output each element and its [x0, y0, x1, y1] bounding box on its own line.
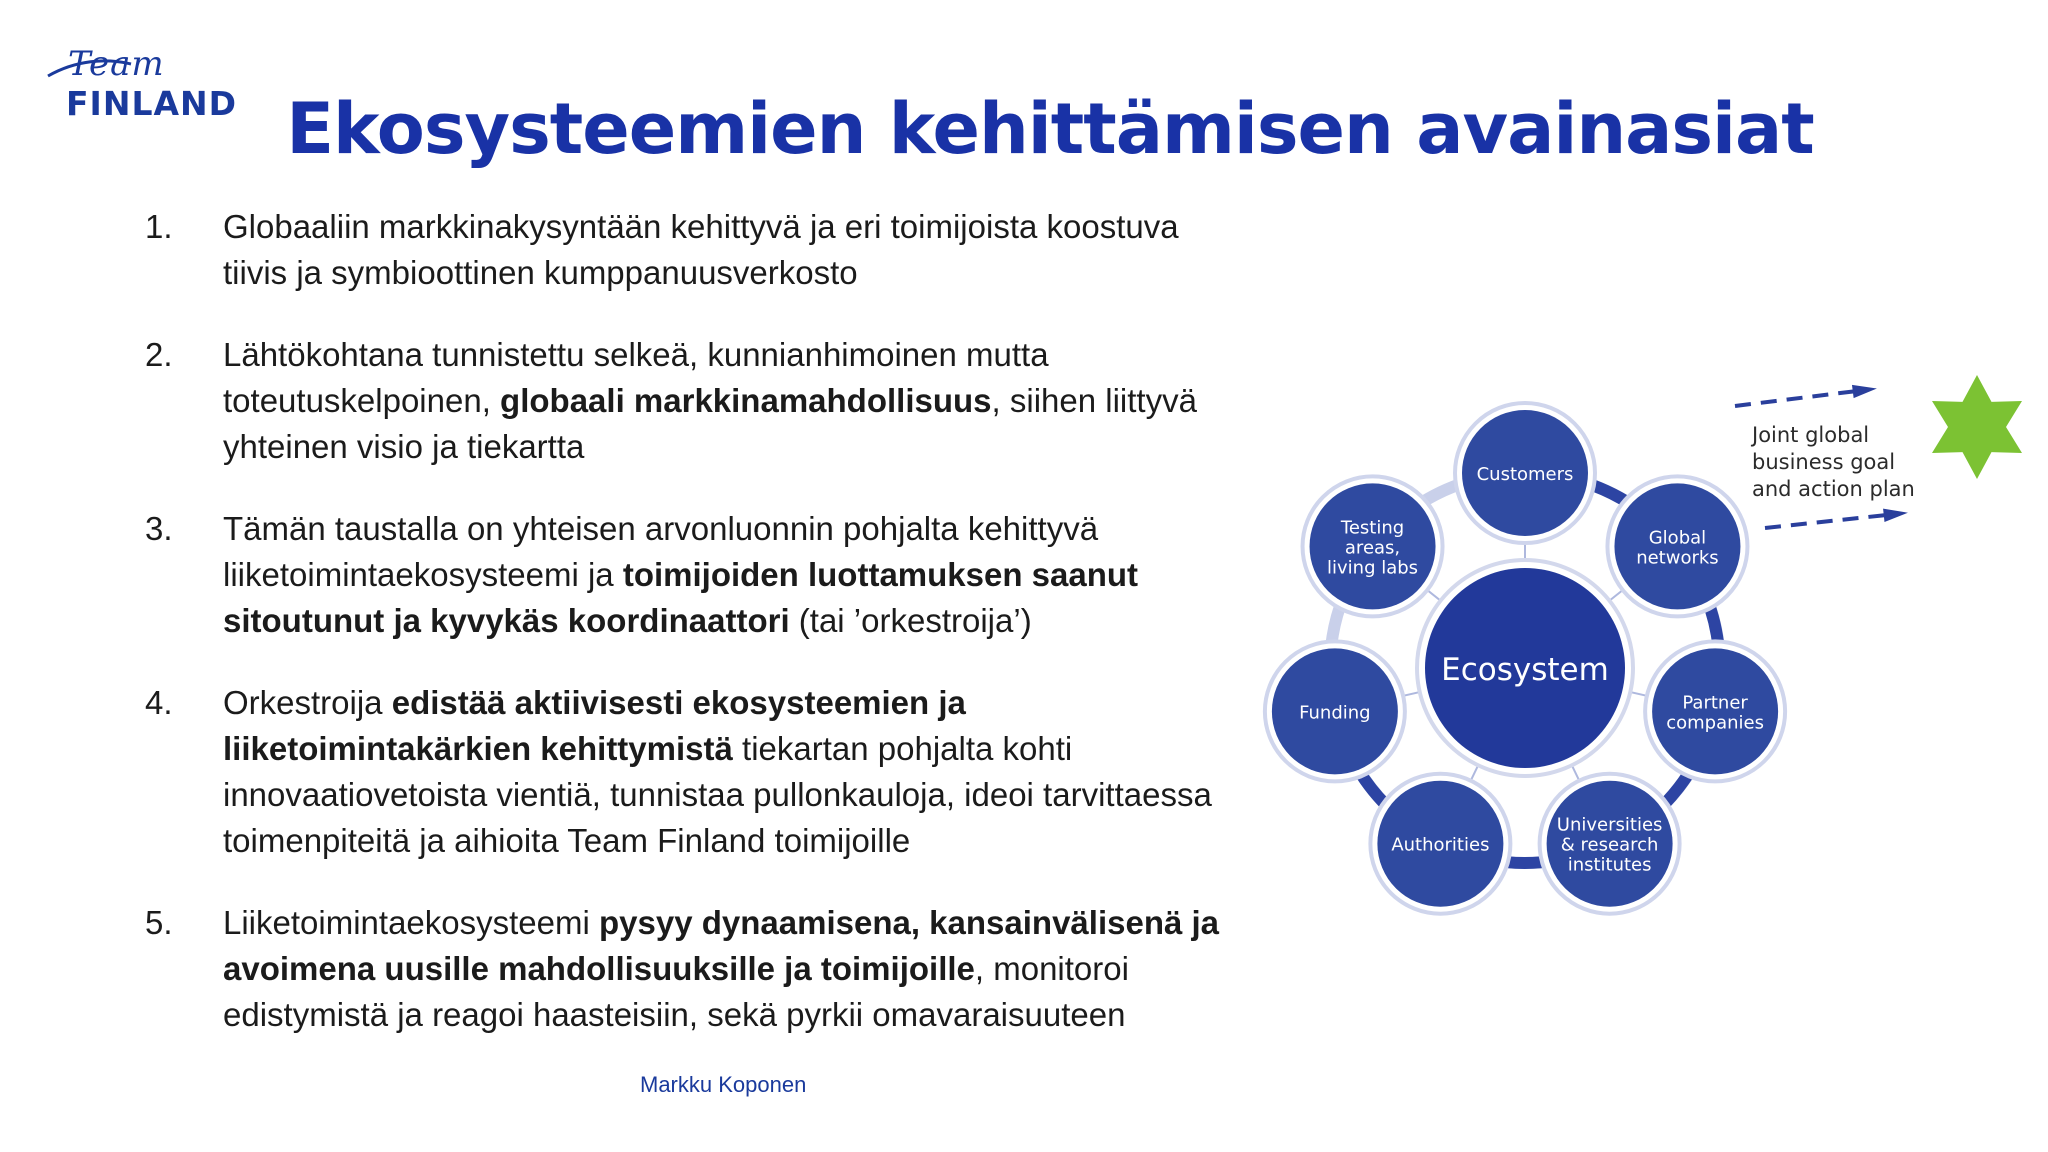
list-item — [145, 332, 1225, 470]
node-label: living labs — [1327, 557, 1419, 579]
list-item-text: Lähtökohtana tunnistettu selkeä, kunnianhimoinen mutta toteutuskelpoinen, — [223, 336, 1049, 419]
list-item-number: 2. — [145, 336, 173, 373]
node-universities — [1540, 774, 1680, 914]
node-testing-areas — [1303, 476, 1443, 616]
center-label: Ecosystem — [1441, 652, 1609, 688]
arrowhead-icon — [1883, 509, 1908, 522]
author-name: Markku Koponen — [640, 1072, 807, 1097]
node-label: Customers — [1476, 464, 1574, 485]
node-label: Partner — [1682, 692, 1748, 714]
node-authorities — [1370, 774, 1510, 914]
list-item-text: Tämän taustalla on yhteisen arvonluonnin pohjalta kehittyvä liiketoimintaekosysteemi ja — [223, 510, 1099, 593]
node-partner-companies — [1645, 641, 1785, 781]
node-label: Funding — [1299, 702, 1371, 724]
list-item-text: (tai ’orkestroija’) — [789, 602, 1032, 639]
upper-dashed-arrow — [1735, 385, 1877, 406]
logo-team-text: Team — [68, 44, 165, 84]
list-item-text: Globaaliin markkinakysyntään kehittyvä ja eri toimijoista koostuva tiivis ja symbioottinen kumppanuusverkosto — [223, 208, 1179, 291]
key-points-list — [145, 204, 1225, 1074]
node-customers — [1455, 403, 1595, 543]
list-item — [145, 680, 1225, 864]
node-label: & research — [1560, 834, 1659, 856]
node-label: Universities — [1556, 814, 1663, 836]
list-item-emphasis: globaali markkinamahdollisuus — [500, 382, 992, 419]
arrow-line — [1765, 514, 1896, 528]
list-item-number: 3. — [145, 510, 173, 547]
list-item-text: , monitoroi edistymistä ja reagoi haasteisiin, sekä pyrkii omavaraisuuteen — [223, 950, 1129, 1033]
arrowhead-icon — [1852, 385, 1877, 398]
list-item-emphasis: pysyy dynaamisena, kansainvälisenä ja avoimena uusille mahdollisuuksille ja toimijoille — [223, 904, 1220, 987]
list-item-text: Liiketoimintaekosysteemi — [223, 904, 599, 941]
node-label: Authorities — [1391, 834, 1490, 856]
node-label: Testing — [1340, 517, 1405, 539]
list-item-emphasis: edistää aktiivisesti ekosysteemien ja liiketoimintakärkien kehittymistä — [223, 684, 966, 767]
list-item-text: tiekartan pohjalta kohti innovaatiovetoista vientiä, tunnistaa pullonkauloja, ideoi tarvittaessa toimenpiteitä ja aihioita Team Finland toimijoille — [223, 730, 1212, 859]
arrow-line — [1735, 390, 1865, 406]
node-label: networks — [1636, 547, 1719, 569]
goal-label: Joint global — [1752, 423, 1870, 447]
node-funding — [1265, 641, 1405, 781]
list-item-emphasis: toimijoiden luottamuksen saanut sitoutunut ja kyvykäs koordinaattori — [223, 556, 1139, 639]
node-global-networks — [1607, 476, 1747, 616]
node-label: companies — [1666, 712, 1764, 734]
goal-label: and action plan — [1752, 477, 1915, 501]
list-item-number: 5. — [145, 904, 173, 941]
logo-finland-text: FINLAND — [66, 84, 238, 123]
green-star-icon — [1932, 375, 2022, 479]
goal-label: business goal — [1752, 450, 1896, 474]
list-item — [145, 506, 1225, 644]
node-label: institutes — [1567, 854, 1652, 876]
lower-dashed-arrow — [1765, 509, 1908, 528]
ecosystem-diagram — [1240, 370, 2040, 930]
list-item-number: 4. — [145, 684, 173, 721]
list-item-text: , siihen liittyvä yhteinen visio ja tiekartta — [223, 382, 1197, 465]
list-item — [145, 204, 1225, 296]
page-title: Ekosysteemien kehittämisen avainasiat — [286, 88, 1814, 170]
list-item — [145, 900, 1225, 1038]
list-item-number: 1. — [145, 208, 173, 245]
list-item-text: Orkestroija — [223, 684, 392, 721]
node-label: areas, — [1344, 537, 1401, 559]
node-label: Global — [1648, 527, 1707, 549]
